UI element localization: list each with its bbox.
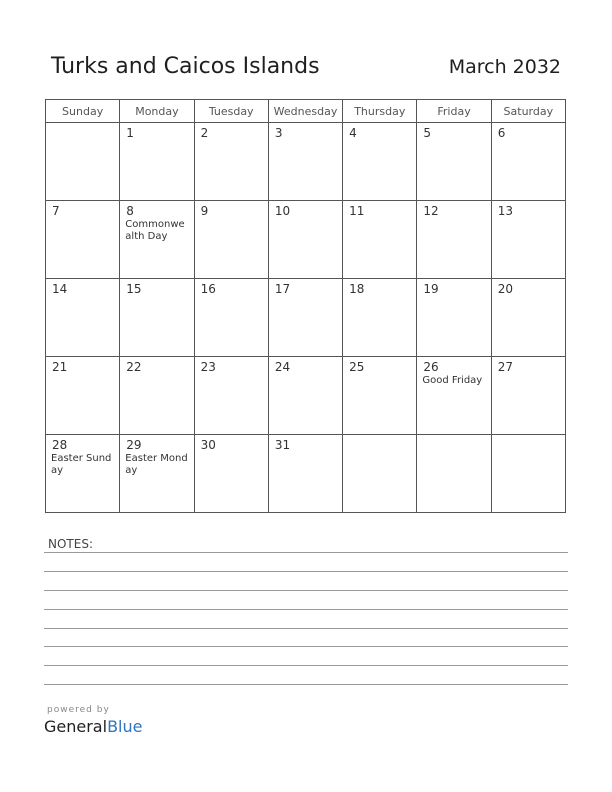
day-number: 5 — [423, 126, 432, 140]
week-row — [46, 357, 566, 435]
day-cell — [46, 201, 120, 279]
holiday-label: Easter Sunday — [51, 453, 112, 476]
day-cell — [417, 357, 491, 435]
weekday-monday: Monday — [120, 100, 194, 123]
day-cell — [417, 435, 491, 513]
day-number: 21 — [52, 360, 68, 374]
week-row — [46, 123, 566, 201]
week-row — [46, 279, 566, 357]
day-number: 20 — [497, 282, 513, 296]
day-number: 29 — [126, 438, 142, 452]
powered-by-text: powered by — [47, 705, 110, 715]
note-line — [44, 609, 568, 610]
day-number: 9 — [200, 204, 209, 218]
day-cell — [194, 201, 268, 279]
day-number: 6 — [497, 126, 506, 140]
day-cell — [120, 123, 194, 201]
weekday-saturday: Saturday — [491, 100, 565, 123]
day-number: 4 — [349, 126, 357, 140]
weekday-wednesday: Wednesday — [268, 100, 342, 123]
generalblue-logo[interactable] — [44, 717, 142, 736]
day-cell — [268, 123, 342, 201]
day-cell — [120, 357, 194, 435]
day-cell — [417, 279, 491, 357]
day-number: 27 — [497, 360, 513, 374]
week-row — [46, 435, 566, 513]
day-number: 31 — [274, 438, 291, 452]
day-number: 13 — [497, 204, 513, 218]
weekday-sunday: Sunday — [46, 100, 120, 123]
day-cell — [194, 357, 268, 435]
day-cell — [194, 279, 268, 357]
note-line — [44, 628, 568, 629]
notes-label: NOTES: — [48, 537, 93, 551]
week-row — [46, 201, 566, 279]
day-cell — [343, 123, 417, 201]
day-cell — [268, 435, 342, 513]
weekday-tuesday: Tuesday — [194, 100, 268, 123]
day-number: 11 — [349, 204, 365, 218]
day-cell — [491, 201, 565, 279]
day-number: 14 — [52, 282, 68, 296]
holiday-label: Commonwealth Day — [125, 219, 185, 242]
day-cell — [343, 201, 417, 279]
brand-general: General — [44, 717, 108, 736]
day-cell — [417, 201, 491, 279]
day-number: 24 — [274, 360, 291, 374]
day-number: 12 — [423, 204, 439, 218]
note-line — [44, 571, 568, 572]
day-cell — [120, 279, 194, 357]
day-number: 22 — [126, 360, 142, 374]
day-number: 25 — [349, 360, 365, 374]
day-number: 26 — [423, 360, 439, 374]
weekday-friday: Friday — [417, 100, 491, 123]
day-number: 10 — [274, 204, 291, 218]
day-cell — [268, 279, 342, 357]
note-line — [44, 665, 568, 666]
day-cell — [268, 201, 342, 279]
note-line — [44, 684, 568, 685]
day-number: 16 — [200, 282, 216, 296]
day-number: 15 — [126, 282, 142, 296]
month-year-label: March 2032 — [448, 56, 561, 78]
day-cell — [120, 201, 194, 279]
day-number: 19 — [423, 282, 439, 296]
day-cell — [491, 279, 565, 357]
day-cell — [46, 123, 120, 201]
day-number: 17 — [274, 282, 291, 296]
day-cell — [343, 279, 417, 357]
day-cell — [46, 279, 120, 357]
brand-blue: Blue — [107, 717, 143, 736]
note-line — [44, 590, 568, 591]
day-number: 30 — [200, 438, 216, 452]
calendar-grid — [45, 99, 566, 513]
calendar-title: Turks and Caicos Islands — [51, 54, 320, 79]
holiday-label: Easter Monday — [125, 453, 188, 476]
day-number: 2 — [200, 126, 209, 140]
day-cell — [46, 357, 120, 435]
day-number: 28 — [52, 438, 68, 452]
note-line — [44, 552, 568, 553]
day-number: 8 — [126, 204, 134, 218]
weekday-header-row — [46, 100, 566, 123]
day-cell — [194, 123, 268, 201]
day-cell — [46, 435, 120, 513]
day-cell — [491, 123, 565, 201]
holiday-label: Good Friday — [422, 375, 483, 386]
day-cell — [417, 123, 491, 201]
day-number: 23 — [200, 360, 216, 374]
day-cell — [491, 435, 565, 513]
day-number: 18 — [349, 282, 365, 296]
day-cell — [120, 435, 194, 513]
day-cell — [343, 435, 417, 513]
day-number: 3 — [274, 126, 283, 140]
day-cell — [343, 357, 417, 435]
day-number: 1 — [126, 126, 134, 140]
note-line — [44, 646, 568, 647]
day-cell — [491, 357, 565, 435]
day-cell — [194, 435, 268, 513]
day-number: 7 — [52, 204, 60, 218]
day-cell — [268, 357, 342, 435]
weekday-thursday: Thursday — [343, 100, 417, 123]
